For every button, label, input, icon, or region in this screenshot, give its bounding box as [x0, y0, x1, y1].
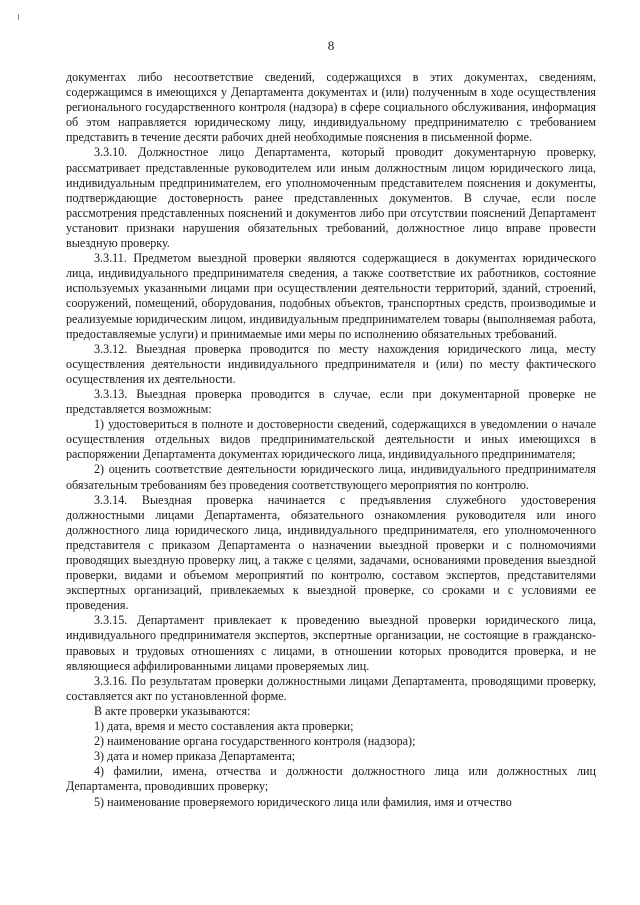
- page-number: 8: [327, 38, 335, 53]
- paragraph: документах либо несоответствие сведений, содержащихся в этих документах, сведениям, содержащимся в имеющихся у Департамента документах и (или) полученным в ходе осуществления регионального государственного контроля (надзора) в сфере социального обслуживания, информация об этом направляется юридическому лицу, индивидуальному предпринимателю с требованием представить в течение десяти рабочих дней необходимые пояснения в письменной форме.: [66, 70, 596, 145]
- scan-mark: [18, 14, 19, 20]
- list-item: 1) дата, время и место составления акта проверки;: [94, 719, 354, 734]
- paragraph: 3.3.12. Выездная проверка проводится по месту нахождения юридического лица, месту осуществления деятельности индивидуального предпринимателя и (или) по месту фактического осуществления их деятельности.: [66, 341, 596, 386]
- document-body: [66, 70, 596, 810]
- paragraph: 3.3.16. По результатам проверки должностными лицами Департамента, проводящими проверку, составляется акт по установленной форме.: [66, 673, 596, 703]
- paragraph: 3.3.14. Выездная проверка начинается с предъявления служебного удостоверения должностными лицами Департамента, обязательного ознакомления руководителя или иного должностного лица юридического лица, индивидуального предпринимателя, его уполномоченного представителя с приказом Департамента о назначении выездной проверки и с полномочиями проводящих выездную проверку лиц, а также с целями, задачами, основаниями проведения выездной проверки, видами и объемом мероприятий по контролю, составом экспертов, представителями экспертных организаций, привлекаемых к выездной проверке, со сроками и с условиями ее проведения.: [66, 492, 596, 613]
- paragraph: В акте проверки указываются:: [94, 703, 251, 718]
- list-item: 2) оценить соответствие деятельности юридического лица, индивидуального предпринимателя обязательным требованиям без проведения соответствующего мероприятия по контролю.: [66, 462, 596, 492]
- list-item: 3) дата и номер приказа Департамента;: [94, 749, 296, 764]
- paragraph: 3.3.15. Департамент привлекает к проведению выездной проверки юридического лица, индивидуального предпринимателя экспертов, экспертные организации, не состоящие в гражданско-правовых и трудовых отношениях с лицами, в отношении которых проводится проверка, и не являющиеся аффилированными лицами проверяемых лиц.: [66, 613, 596, 673]
- list-item: 1) удостовериться в полноте и достоверности сведений, содержащихся в уведомлении о начале осуществления отдельных видов предпринимательской деятельности и иных имеющихся в распоряжении Департамента документах юридического лица, индивидуального предпринимателя;: [66, 417, 596, 462]
- paragraph: 3.3.13. Выездная проверка проводится в случае, если при документарной проверке не представляется возможным:: [66, 386, 596, 417]
- paragraph: 3.3.11. Предметом выездной проверки являются содержащиеся в документах юридического лица, индивидуального предпринимателя сведения, а также соответствие их работников, состояние используемых указанными лицами при осуществлении деятельности территорий, зданий, строений, сооружений, помещений, оборудования, подобных объектов, транспортных средств, производимые и реализуемые юридическим лицом, индивидуальным предпринимателем товары (выполняемая работа, предоставляемые услуги) и принимаемые ими меры по исполнению обязательных требований.: [66, 251, 596, 341]
- list-item: 5) наименование проверяемого юридического лица или фамилия, имя и отчество: [94, 794, 512, 809]
- paragraph: 3.3.10. Должностное лицо Департамента, который проводит документарную проверку, рассматривает представленные руководителем или иным должностным лицом юридического лица, индивидуальным предпринимателем, его уполномоченным представителем пояснения и документы, подтверждающие достоверность ранее представленных документов. В случае, если после рассмотрения представленных пояснений и документов либо при отсутствии пояснений Департамент установит признаки нарушения обязательных требований, должностное лицо вправе провести выездную проверку.: [66, 145, 596, 251]
- list-item: 2) наименование органа государственного контроля (надзора);: [94, 734, 416, 749]
- list-item: 4) фамилии, имена, отчества и должности должностного лица или должностных лиц Департамента, проводивших проверку;: [66, 764, 596, 794]
